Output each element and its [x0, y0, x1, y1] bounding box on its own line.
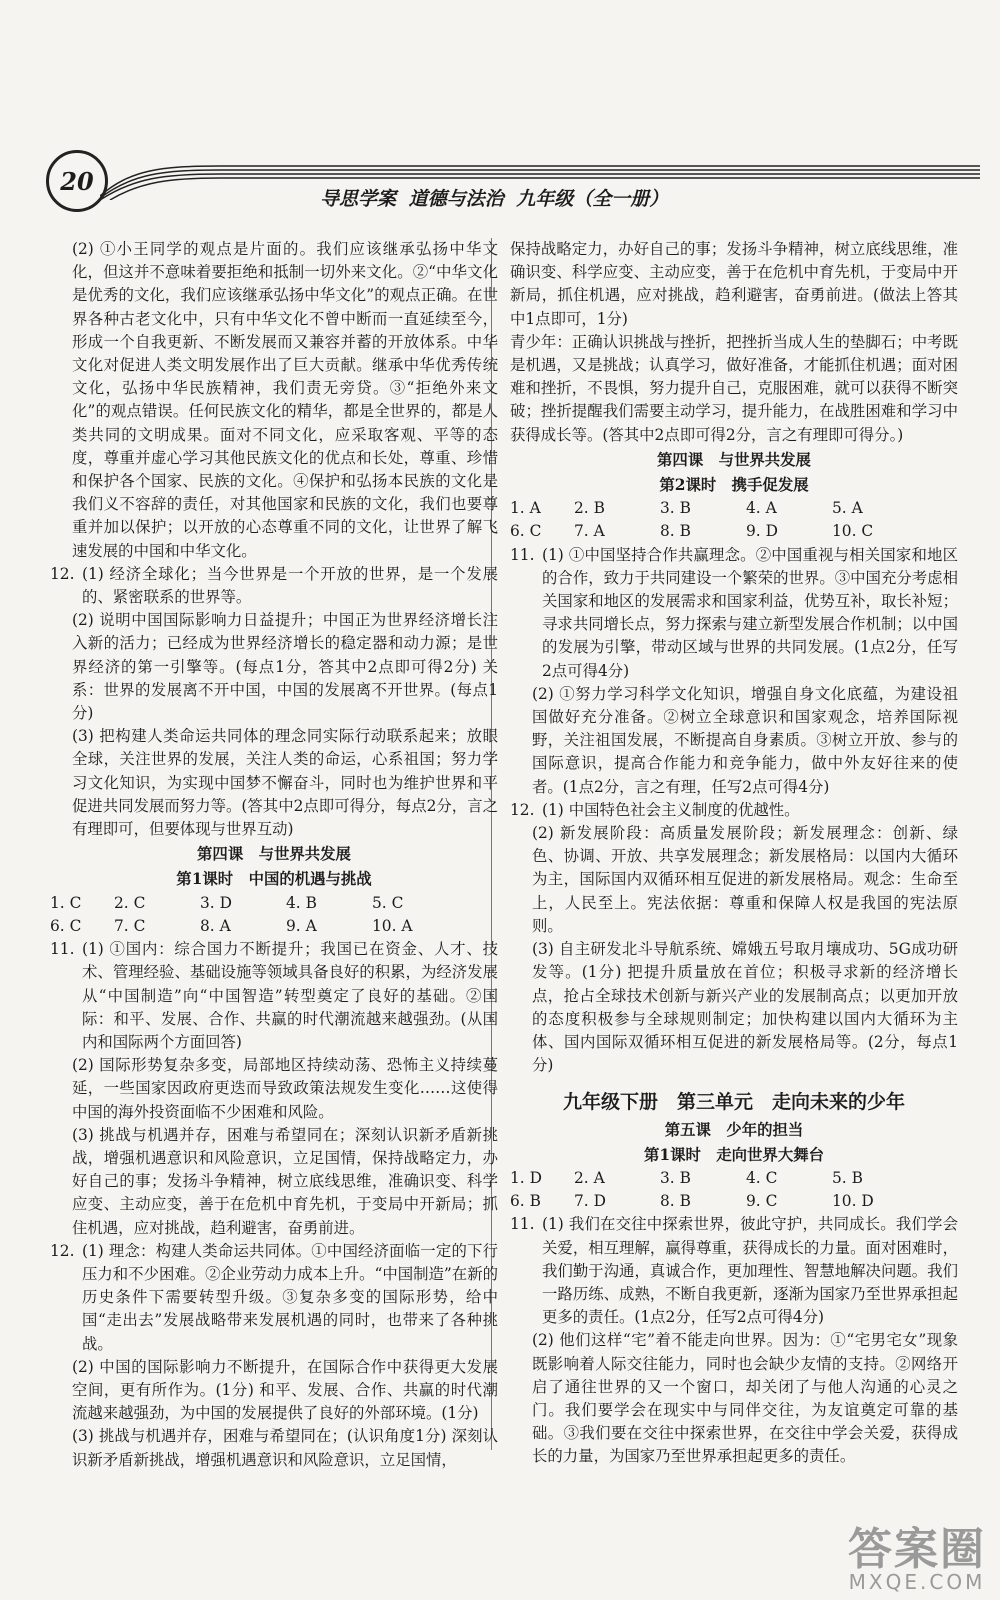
choice-answer: 10. C [832, 522, 874, 541]
choice-answer: 4. B [286, 893, 317, 912]
question-block [50, 938, 498, 1054]
question-block [510, 799, 958, 822]
choice-answer: 7. D [574, 1192, 606, 1211]
choice-answer-row [50, 915, 498, 938]
answer-text: (1) 我们在交往中探索世界，彼此守护，共同成长。我们学会关爱，相互理解，赢得尊重，获得成长的力量。面对困难时，我们勤于沟通，真诚合作，更加理性、智慧地解决问题。我们一路历练、成熟，不断自我更新，逐渐为国家乃至世界承担起更多的责任。(1点2分，任写2点可得4分) [542, 1215, 958, 1327]
choice-answer-row [510, 1167, 958, 1190]
answer-paragraph: (3) 自主研发北斗导航系统、嫦娥五号取月壤成功、5G成功研发等。(1分) 把提升质量放在首位；积极寻求新的经济增长点，抢占全球技术创新与新兴产业的发展制高点；以更加开放的态度积极参与全球规则制定；加快构建以国内大循环为主体、国内国际双循环相互促进的新发展格局等。(2分，每点1分) [532, 940, 958, 1075]
choice-answer-row [50, 892, 498, 915]
question-number: 11. [510, 1215, 535, 1234]
choice-answer: 5. A [832, 499, 863, 518]
choice-answer: 1. C [50, 893, 82, 912]
watermark-top: 答案圈 [848, 1524, 986, 1575]
answer-paragraph: 保持战略定力，办好自己的事；发扬斗争精神，树立底线思维，准确识变、科学应变、主动应变，善于在危机中育先机，于变局中开新局，抓住机遇，应对挑战，趋利避害，奋勇前进。(做法上答其中1点即可，1分) [510, 240, 958, 328]
choice-answer: 1. A [510, 499, 541, 518]
section-heading: 第四课 与世界共发展 [197, 845, 351, 864]
answer-text: (1) 经济全球化；当今世界是一个开放的世界，是一个发展的、紧密联系的世界等。 [82, 564, 498, 607]
section-heading: 第1课时 中国的机遇与挑战 [176, 870, 372, 889]
page-number: 20 [46, 150, 108, 212]
choice-answer-row [510, 520, 958, 543]
choice-answer: 9. C [746, 1192, 778, 1211]
choice-answer: 4. A [746, 499, 777, 518]
choice-answer: 7. C [114, 916, 146, 935]
choice-answer: 2. A [574, 1168, 605, 1187]
choice-answer: 6. C [510, 522, 542, 541]
choice-answer: 4. C [746, 1168, 778, 1187]
choice-answer: 10. A [372, 916, 413, 935]
section-heading: 第1课时 走向世界大舞台 [643, 1145, 824, 1164]
section-heading: 第2课时 携手促发展 [659, 476, 809, 495]
choice-answer: 8. B [660, 522, 691, 541]
answer-paragraph: (2) 国际形势复杂多变，局部地区持续动荡、恐怖主义持续蔓延，一些国家因政府更迭而导致政策法规发生变化……这使得中国的海外投资面临不少困难和风险。 [72, 1056, 498, 1121]
left-column [50, 238, 498, 1472]
choice-answer: 3. B [660, 1168, 691, 1187]
answer-paragraph: (2) ①小王同学的观点是片面的。我们应该继承弘扬中华文化，但这并不意味着要拒绝和抵制一切外来文化。②“中华文化是优秀的文化，我们应该继承弘扬中华文化”的观点正确。在世界各种古老文化中，只有中华文化不曾中断而一直延续至今，形成一个自我更新、不断发展而又兼容并蓄的开放体系。中华文化对促进人类文明发展作出了巨大贡献。继承中华优秀传统文化，弘扬中华民族精神，我们责无旁贷。③“拒绝外来文化”的观点错误。任何民族文化的精华，都是全世界的，都是人类共同的文明成果。面对不同文化，应采取客观、平等的态度，尊重并虚心学习其他民族文化的优点和长处，尊重、珍惜和保护各个国家、民族的文化。④保护和弘扬本民族的文化是我们义不容辞的责任，对其他国家和民族的文化，我们也要尊重并加以保护；以开放的心态尊重不同的文化，让世界了解飞速发展的中国和中华文化。 [72, 240, 498, 560]
choice-answer: 5. C [372, 893, 404, 912]
question-number: 12. [50, 564, 75, 583]
answer-paragraph: (2) 说明中国国际影响力日益提升；中国正为世界经济增长注入新的活力；已经成为世界经济增长的稳定器和动力源；是世界经济的第一引擎等。(每点1分，答其中2点即可得2分) 关系：世界的发展离不开中国，中国的发展离不开世界。(每点1分) [72, 611, 498, 723]
question-number: 12. [50, 1241, 75, 1260]
header-title: 导思学案 道德与法治 九年级（全一册） [320, 188, 669, 210]
choice-answer: 3. B [660, 499, 691, 518]
question-block [510, 544, 958, 683]
answer-text: (1) ①国内：综合国力不断提升；我国已在资金、人才、技术、管理经验、基础设施等领域具备良好的积累，为经济发展从“中国制造”向“中国智造”转型奠定了良好的基础。②国际：和平、发展、合作、共赢的时代潮流越来越强劲。(从国内和国际两个方面回答) [82, 940, 498, 1051]
answer-paragraph: (3) 挑战与机遇并存，困难与希望同在；(认识角度1分) 深刻认识新矛盾新挑战，增强机遇意识和风险意识，立足国情， [72, 1427, 498, 1469]
choice-answer: 3. D [200, 893, 232, 912]
unit-heading: 九年级下册 第三单元 走向未来的少年 [562, 1091, 905, 1114]
question-number: 11. [510, 545, 535, 564]
choice-answer: 2. B [574, 499, 605, 518]
question-block [510, 1213, 958, 1329]
answer-paragraph: (2) ①努力学习科学文化知识，增强自身文化底蕴，为建设祖国做好充分准备。②树立全球意识和国家观念，培养国际视野，关注祖国发展，不断提高自身素质。③树立开放、参与的国际意识，提高合作能力和竞争能力，做中外友好往来的使者。(1点2分，言之有理，任写2点可得4分) [532, 684, 958, 796]
choice-answer-row [510, 497, 958, 520]
question-block [50, 1240, 498, 1356]
watermark-logo [848, 1524, 986, 1594]
watermark-bottom: MXQE.COM [848, 1570, 986, 1594]
choice-answer: 10. D [832, 1192, 874, 1211]
section-heading: 第四课 与世界共发展 [657, 450, 811, 469]
answer-text: (1) ①中国坚持合作共赢理念。②中国重视与相关国家和地区的合作，致力于共同建设一个繁荣的世界。③中国充分考虑相关国家和地区的发展需求和国家利益，优势互补，取长补短；寻求共同增长点，努力探索与建立新型发展合作机制；以中国的发展为引擎，带动区域与世界的共同发展。(1点2分，任写2点可得4分) [542, 545, 958, 680]
choice-answer: 9. A [286, 916, 317, 935]
choice-answer: 5. B [832, 1168, 863, 1187]
choice-answer-row [510, 1190, 958, 1213]
choice-answer: 8. A [200, 916, 231, 935]
answer-paragraph: (3) 挑战与机遇并存，困难与希望同在；深刻认识新矛盾新挑战，增强机遇意识和风险意识，立足国情，保持战略定力，办好自己的事；发扬斗争精神，树立底线思维，准确识变、科学应变、主动应变，善于在危机中育先机，于变局中开新局；抓住机遇，应对挑战，趋利避害，奋勇前进。 [72, 1125, 498, 1237]
answer-text: (1) 理念：构建人类命运共同体。①中国经济面临一定的下行压力和不少困难。②企业劳动力成本上升。“中国制造”在新的历史条件下需要转型升级。③复杂多变的国际形势，给中国“走出去”发展战略带来发展机遇的同时，也带来了各种挑战。 [82, 1241, 498, 1353]
choice-answer: 6. C [50, 916, 82, 935]
question-number: 12. [510, 800, 535, 819]
answer-paragraph: (2) 中国的国际影响力不断提升，在国际合作中获得更大发展空间，更有所作为。(1分) 和平、发展、合作、共赢的时代潮流越来越强劲，为中国的发展提供了良好的外部环境。(1分) [72, 1357, 498, 1423]
answer-paragraph: (2) 他们这样“宅”着不能走向世界。因为：①“宅男宅女”现象既影响着人际交往能力，同时也会缺少友情的支持。②网络开启了通往世界的又一个窗口，却关闭了与他人沟通的心灵之门。我们要学会在现实中与同伴交往，为友谊奠定可靠的基础。③我们要在交往中探索世界，在交往中学会关爱，获得成长的力量，为国家乃至世界承担起更多的责任。 [532, 1331, 958, 1466]
answer-paragraph: (3) 把构建人类命运共同体的理念同实际行动联系起来；放眼全球，关注世界的发展，关注人类的命运，心系祖国；努力学习文化知识，为实现中国梦不懈奋斗，同时也为维护世界和平促进共同发展而努力等。(答其中2点即可得分，每点2分，言之有理即可，但要体现与世界互动) [72, 727, 498, 839]
choice-answer: 1. D [510, 1168, 542, 1187]
choice-answer: 6. B [510, 1192, 541, 1211]
choice-answer: 2. C [114, 893, 146, 912]
choice-answer: 9. D [746, 522, 778, 541]
answer-text: (1) 中国特色社会主义制度的优越性。 [542, 800, 800, 819]
section-heading: 第五课 少年的担当 [664, 1120, 804, 1139]
question-block [50, 563, 498, 609]
choice-answer: 7. A [574, 522, 605, 541]
answer-paragraph: 青少年：正确认识挑战与挫折，把挫折当成人生的垫脚石；中考既是机遇，又是挑战；认真学习，做好准备，才能抓住机遇；面对困难和挫折，不畏惧，努力提升自己，克服困难，就可以获得不断突破；挫折提醒我们需要主动学习，提升能力，在战胜困难和学习中获得成长等。(答其中2点即可得2分，言之有理即可得分。) [510, 332, 958, 444]
choice-answer: 8. B [660, 1192, 691, 1211]
question-number: 11. [50, 940, 75, 959]
right-column [510, 238, 958, 1469]
answer-paragraph: (2) 新发展阶段：高质量发展阶段；新发展理念：创新、绿色、协调、开放、共享发展理念；新发展格局：以国内大循环为主，国际国内双循环相互促进的新发展格局。观念：生命至上，人民至上。宪法依据：尊重和保障人权是我国的宪法原则。 [532, 824, 958, 935]
